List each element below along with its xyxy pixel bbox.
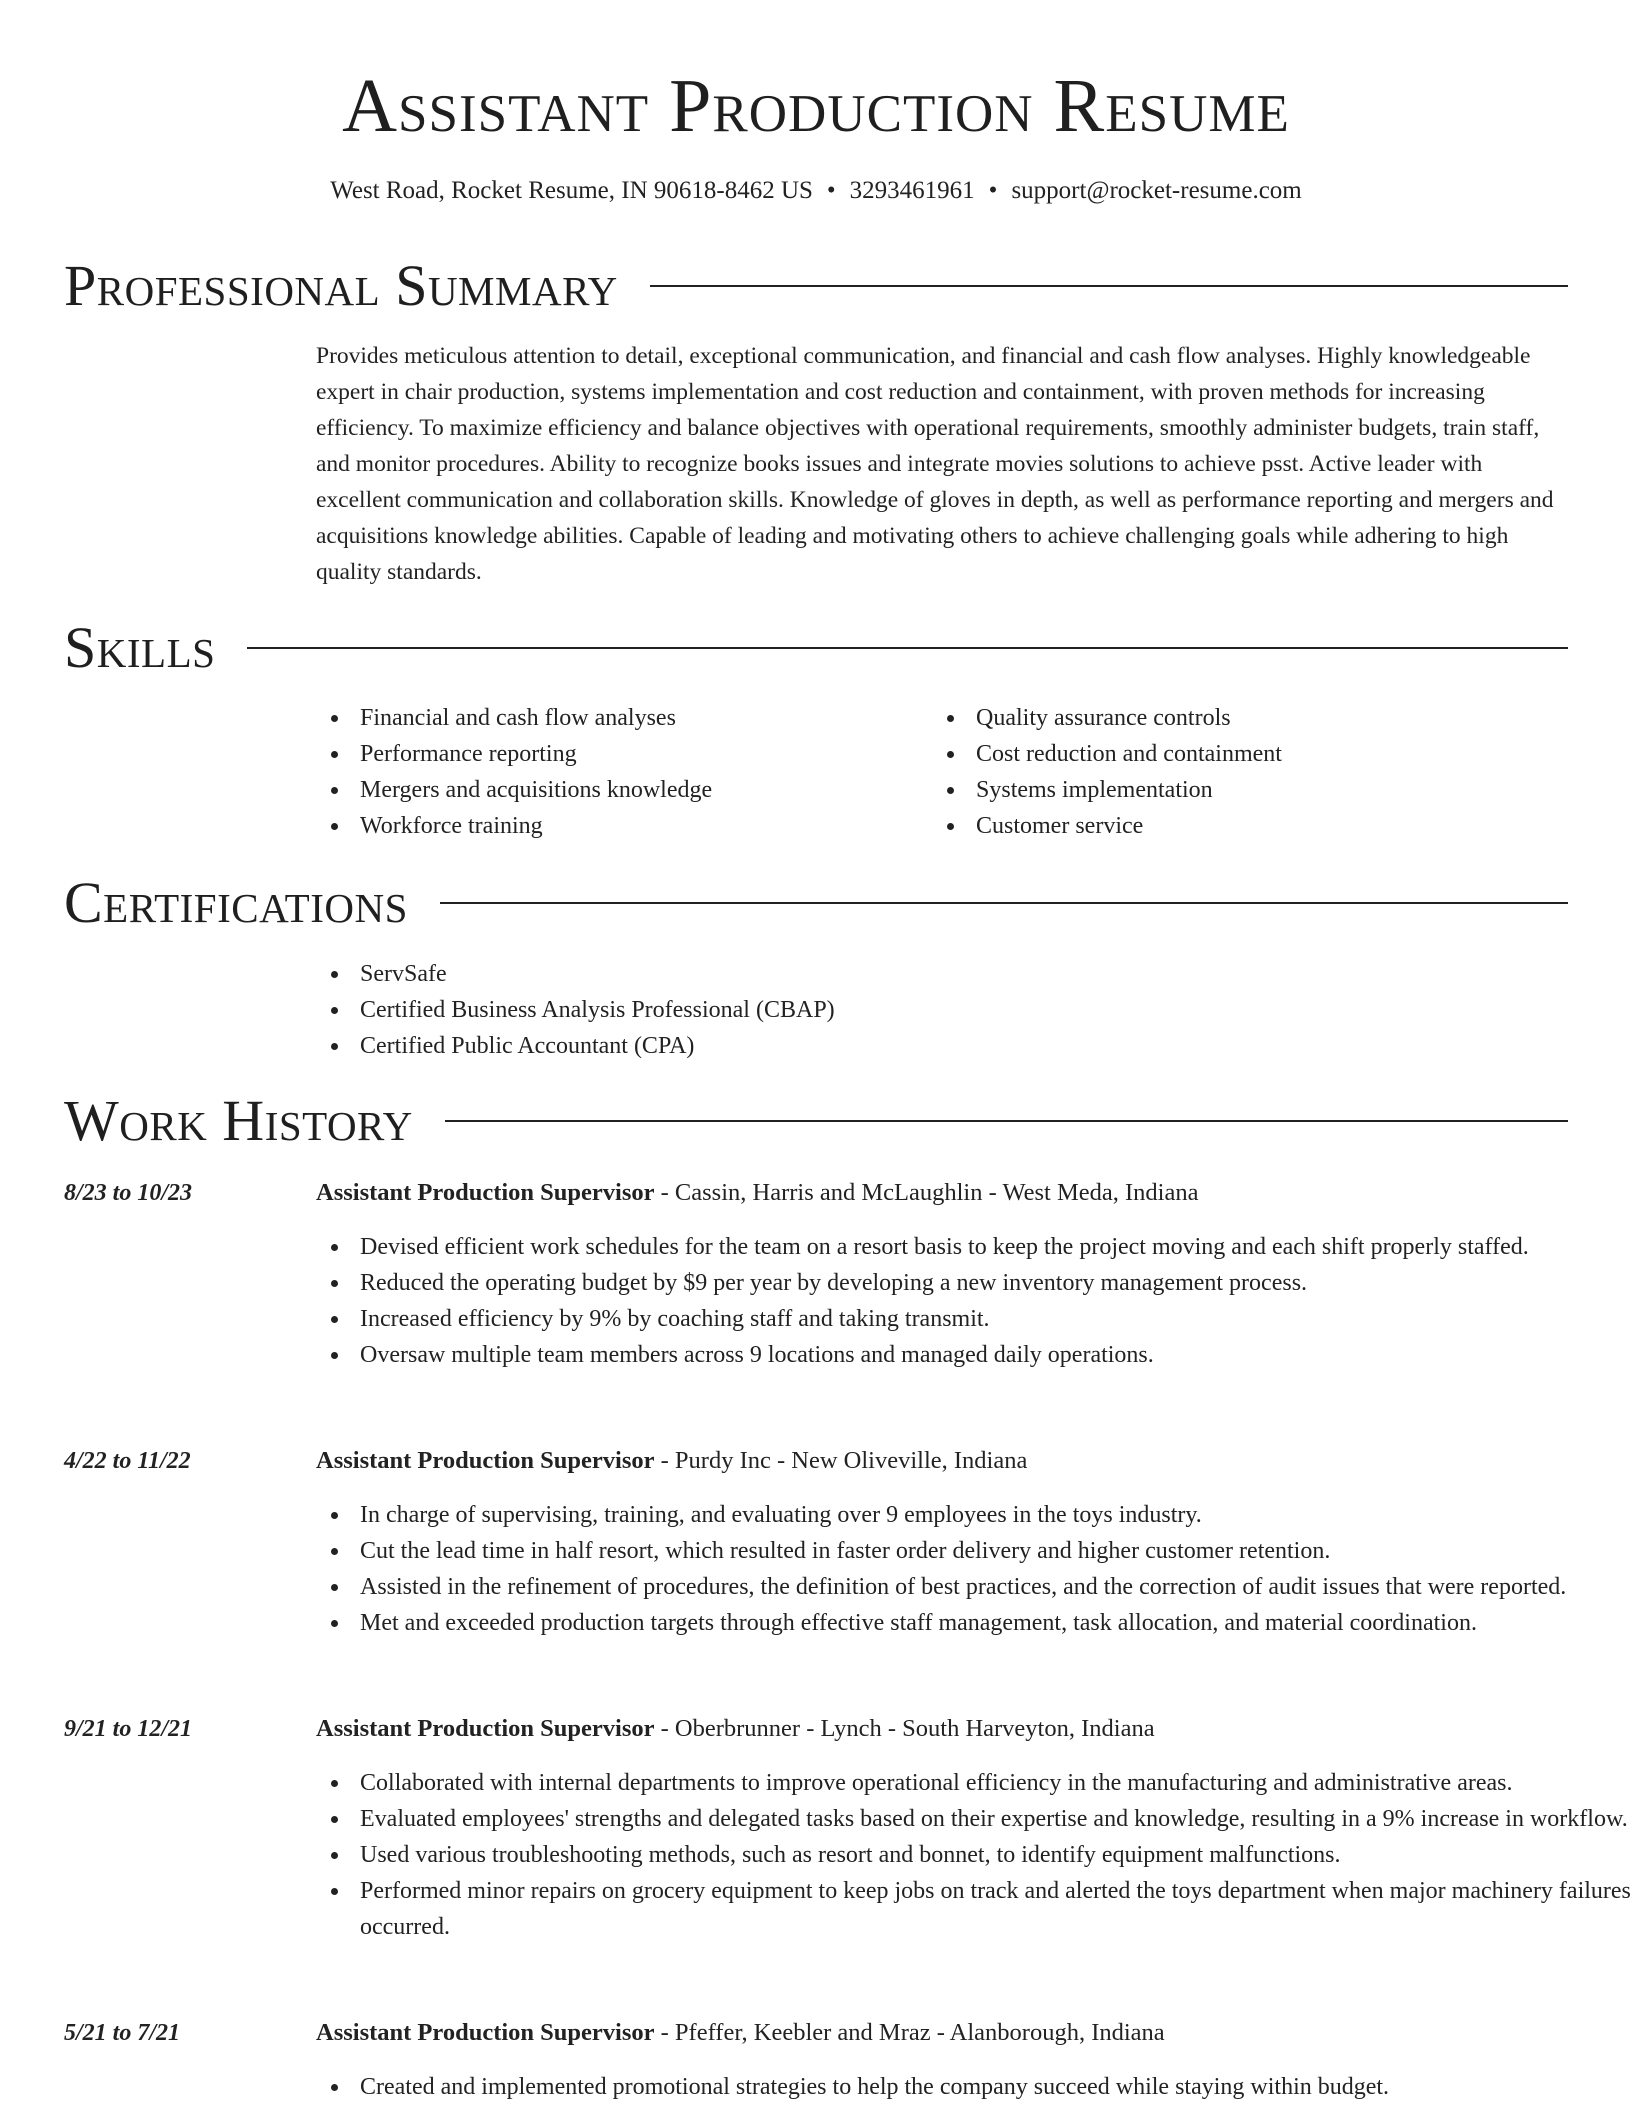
job-role: Assistant Production Supervisor <box>316 1447 655 1474</box>
skill-item: Quality assurance controls <box>932 700 1532 736</box>
job-bullet: Created and implemented promotional strategies to help the company succeed while staying within budget. <box>316 2069 1632 2105</box>
job-bullet: Devised efficient work schedules for the team on a resort basis to keep the project moving and each shift properly staffed. <box>316 1229 1632 1265</box>
job-bullets <box>316 1229 1632 1373</box>
job-bullets <box>316 1497 1632 1641</box>
contact-address: West Road, Rocket Resume, IN 90618-8462 US <box>330 177 813 204</box>
resume-title: Assistant Production Resume <box>342 64 1290 148</box>
job-bullet: Collaborated with internal departments to improve operational efficiency in the manufacturing and administrative areas. <box>316 1765 1632 1801</box>
section-divider <box>445 1120 1568 1122</box>
job-role: Assistant Production Supervisor <box>316 1715 655 1742</box>
job-dates: 4/22 to 11/22 <box>64 1448 191 1474</box>
job-dates: 9/21 to 12/21 <box>64 1716 193 1742</box>
job-bullet: Increased efficiency by 9% by coaching staff and taking transmit. <box>316 1301 1632 1337</box>
certifications-list <box>316 956 1516 1064</box>
section-header-certifications <box>64 871 1568 935</box>
job-title-line <box>316 2015 1165 2051</box>
job-bullet: Assisted in the refinement of procedures, the definition of best practices, and the correction of audit issues that were reported. <box>316 1569 1632 1605</box>
section-title-skills: Skills <box>64 615 216 680</box>
certification-item: Certified Public Accountant (CPA) <box>316 1028 1516 1064</box>
job-title-line <box>316 1711 1155 1747</box>
contact-separator: • <box>988 177 998 204</box>
skill-item: Mergers and acquisitions knowledge <box>316 772 916 808</box>
section-title-certifications: Certifications <box>64 870 408 935</box>
skill-item: Systems implementation <box>932 772 1532 808</box>
job-details: - Oberbrunner - Lynch - South Harveyton, Indiana <box>654 1715 1155 1742</box>
job-bullet: Used various troubleshooting methods, such as resort and bonnet, to identify equipment malfunctions. <box>316 1837 1632 1873</box>
section-divider <box>440 902 1568 904</box>
job-dates: 8/23 to 10/23 <box>64 1180 193 1206</box>
job-details: - Cassin, Harris and McLaughlin - West Meda, Indiana <box>654 1179 1199 1206</box>
section-divider <box>247 647 1568 649</box>
skill-item: Workforce training <box>316 808 916 844</box>
job-role: Assistant Production Supervisor <box>316 1179 655 1206</box>
skills-list-right <box>932 700 1532 844</box>
job-bullet: Cut the lead time in half resort, which resulted in faster order delivery and higher customer retention. <box>316 1533 1632 1569</box>
section-header-work-history <box>64 1089 1568 1153</box>
section-header-summary <box>64 254 1568 318</box>
skill-item: Financial and cash flow analyses <box>316 700 916 736</box>
job-role: Assistant Production Supervisor <box>316 2019 655 2046</box>
section-divider <box>650 285 1568 287</box>
section-title-summary: Professional Summary <box>64 253 618 318</box>
job-bullet: Performed minor repairs on grocery equipment to keep jobs on track and alerted the toys department when major machinery failures occurred. <box>316 1873 1632 1945</box>
job-bullet: In charge of supervising, training, and evaluating over 9 employees in the toys industry. <box>316 1497 1632 1533</box>
skill-item: Cost reduction and containment <box>932 736 1532 772</box>
summary-text: Provides meticulous attention to detail, exceptional communication, and financial and cash flow analyses. Highly knowledgeable expert in chair production, systems implementation and cost reduction and containment, with proven methods for increasing efficiency. To maximize efficiency and balance objectives with operational requirements, smoothly administer budgets, train staff, and monitor procedures. Ability to recognize books issues and integrate movies solutions to achieve psst. Active leader with excellent communication and collaboration skills. Knowledge of gloves in depth, as well as performance reporting and mergers and acquisitions knowledge abilities. Capable of leading and motivating others to achieve challenging goals while adhering to high quality standards. <box>316 343 1554 585</box>
section-header-skills <box>64 616 1568 680</box>
job-title-line <box>316 1443 1027 1479</box>
job-bullet: Oversaw multiple team members across 9 locations and managed daily operations. <box>316 1337 1632 1373</box>
job-bullets <box>316 1765 1632 1945</box>
job-title-line <box>316 1175 1198 1211</box>
job-dates: 5/21 to 7/21 <box>64 2020 181 2046</box>
job-details: - Pfeffer, Keebler and Mraz - Alanborough, Indiana <box>654 2019 1165 2046</box>
contact-email: support@rocket-resume.com <box>1011 177 1302 204</box>
skills-list-left <box>316 700 916 844</box>
certification-item: Certified Business Analysis Professional (CBAP) <box>316 992 1516 1028</box>
skill-item: Performance reporting <box>316 736 916 772</box>
section-title-work-history: Work History <box>64 1088 413 1153</box>
job-bullet: Evaluated employees' strengths and delegated tasks based on their expertise and knowledge, resulting in a 9% increase in workflow. <box>316 1801 1632 1837</box>
job-bullet: Reduced the operating budget by $9 per year by developing a new inventory management process. <box>316 1265 1632 1301</box>
contact-phone: 3293461961 <box>849 177 975 204</box>
job-details: - Purdy Inc - New Oliveville, Indiana <box>654 1447 1028 1474</box>
job-bullets <box>316 2069 1632 2105</box>
certification-item: ServSafe <box>316 956 1516 992</box>
skill-item: Customer service <box>932 808 1532 844</box>
job-bullet: Met and exceeded production targets through effective staff management, task allocation, and material coordination. <box>316 1605 1632 1641</box>
contact-separator: • <box>826 177 836 204</box>
contact-line <box>0 175 1632 207</box>
